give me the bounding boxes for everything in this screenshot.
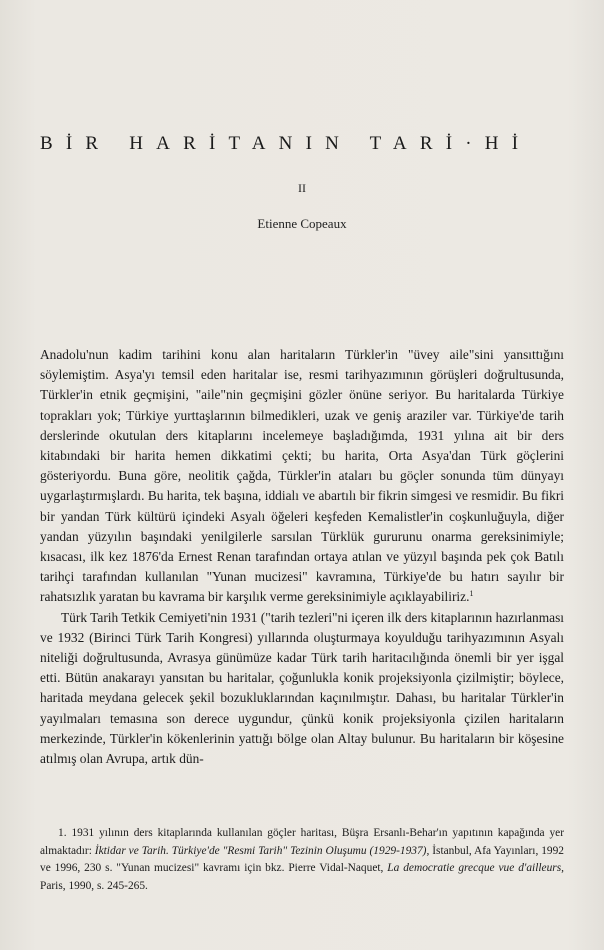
footnote-italic-title-1: İktidar ve Tarih. Türkiye'de "Resmi Tarih" Tezinin Oluşumu (1929-1937), [94, 844, 430, 857]
paragraph-1-text: Anadolu'nun kadim tarihini konu alan haritaların Türkler'in "üvey aile"sini yansıttığını söylemiştim. Asya'yı temsil eden haritalar ise, resmi tarihyazımının görüşleri doğrultusunda, Türkler'in etnik geçmişini, "aile"nin geçmişini gözler önüne seriyor. Bu haritalarda Türkiye toprakları yok; Türkiye yurttaşlarının bilmedikleri, uzak ve geniş araziler var. Türkiye'de tarih derslerinde okutulan ders kitaplarını incelemeye başladığımda, 1931 yılına ait bir ders kitabındaki bir harita hemen dikkatimi çekti; bu harita, Orta Asya'dan Türk göçlerini gösteriyordu. Buna göre, neolitik çağda, Türkler'in ataları bu göçler sonunda tüm dünyayı uygarlaştırmışlardı. Bu harita, tek başına, iddialı ve abartılı bir fikrin simgesi ve resmidir. Bu fikri bir yandan Türk kültürü içindeki Asyalı öğeleri keşfeden Kemalistler'in coşkunluğuyla, diğer yandan yüzyılın başındaki yenilgilerle sarsılan Türklük gururunu onarma gereksinimiyle; kısacası, ilk kez 1876'da Ernest Renan tarafından ortaya atılan ve yüzyıl başında pek çok Batılı tarihçi tarafından kullanılan "Yunan mucizesi" kavramına, Türkiye'de bu hatırı sayılır bir rahatsızlık yaratan bu kavrama bir karşılık verme gereksinimiyle açıklayabiliriz. [40, 347, 564, 605]
footnote-1 [40, 825, 564, 895]
footnotes [40, 825, 564, 895]
body-text [40, 345, 564, 769]
footnote-ref-1: 1 [469, 589, 474, 599]
paragraph-1 [40, 345, 564, 608]
author-name: Etienne Copeaux [257, 216, 347, 231]
footnote-italic-title-2: La democratie grecque vue d'ailleurs, [387, 862, 564, 874]
chapter-title: BİR HARİTANIN TARİ·Hİ [40, 133, 532, 154]
part-number: II [298, 181, 306, 195]
paragraph-2: Türk Tarih Tetkik Cemiyeti'nin 1931 ("tarih tezleri"ni içeren ilk ders kitaplarının hazırlanması ve 1932 (Birinci Türk Tarih Kongresi) yıllarında oluşturmaya koyulduğu tarihyazımının Asyalı niteliği doğrultusunda, Avrasya günümüze kadar Türk tarih haritacılığında önemli bir yer işgal etti. Bütün anakarayı yansıtan bu haritalar, çoğunlukla konik projeksiyonla çizilmiştir; böylece, haritada meydana gelecek şekil bozukluklarından kaçınılmıştır. Dahası, bu haritalar Türkler'in yayılmaları temasına son derece uygundur, çünkü konik projeksiyonla çizilen haritaların merkezinde, Türkler'in kökenlerinin yattığı bölge olan Altay bulunur. Bu haritaların bir köşesine atılmış olan Avrupa, artık dün- [40, 609, 564, 767]
footnote-text-3: Paris, 1990, s. 245-265. [40, 879, 148, 892]
footnote-text-1: 1931 yılının ders kitaplarında kullanılan göçler haritası, Büşra Ersanlı-Behar'ın yapıtının kapağında yer almaktadır: [40, 827, 564, 857]
footnote-text-2: İstanbul, Afa Yayınları, 1992 ve 1996, 230 s. "Yunan mucizesi" kavramı için bkz. Pierre Vidal-Naquet, [40, 844, 564, 874]
footnote-number: 1. [58, 827, 67, 839]
